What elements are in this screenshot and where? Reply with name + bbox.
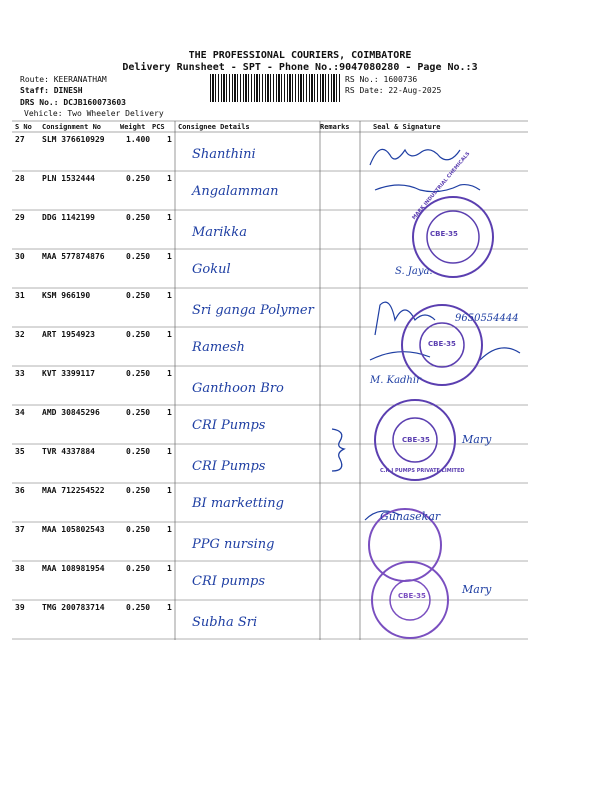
row-sno: 35 [15, 447, 25, 456]
row-weight: 0.250 [126, 603, 151, 612]
row-consignee: PPG nursing [192, 537, 275, 552]
col-pcs: PCS [152, 123, 165, 131]
route: Route: KEERANATHAM [20, 75, 107, 84]
row-weight: 0.250 [126, 525, 151, 534]
row-weight: 1.400 [126, 135, 151, 144]
row-weight: 0.250 [126, 252, 151, 261]
row-consignee: CRI pumps [192, 574, 266, 589]
row-consignee: BI marketting [192, 496, 284, 511]
signature-text-row35: Mary [462, 433, 492, 446]
row-consignment: AMD 30845296 [42, 408, 100, 417]
row-sno: 28 [15, 174, 25, 183]
row-pcs: 1 [167, 174, 172, 183]
row-weight: 0.250 [126, 330, 151, 339]
signature-row28 [375, 185, 480, 192]
row-consignment: KVT 3399117 [42, 369, 95, 378]
rs-date: RS Date: 22-Aug-2025 [345, 86, 442, 95]
row-weight: 0.250 [126, 486, 151, 495]
drs-number: DRS No.: DCJB160073603 [20, 98, 126, 107]
row-consignment: MAA 577874876 [42, 252, 105, 261]
stamp-cri-3 [355, 505, 465, 645]
row-sno: 38 [15, 564, 25, 573]
row-weight: 0.250 [126, 447, 151, 456]
col-sno: S No [15, 123, 32, 131]
row-consignment: SLM 376610929 [42, 135, 105, 144]
row-consignment: MAA 108981954 [42, 564, 105, 573]
signature-text-row36: Gunasekar [380, 510, 441, 523]
row-sno: 37 [15, 525, 25, 534]
row-pcs: 1 [167, 369, 172, 378]
row-consignee: Shanthini [192, 147, 256, 162]
col-seal-signature: Seal & Signature [373, 123, 441, 131]
row-consignment: MAA 712254522 [42, 486, 105, 495]
row-consignee: CRI Pumps [192, 418, 266, 433]
row-pcs: 1 [167, 330, 172, 339]
row-consignment: KSM 966190 [42, 291, 91, 300]
stamp-chemicals-code: CBE-35 [430, 230, 458, 238]
vehicle: Vehicle: Two Wheeler Delivery [24, 109, 164, 118]
row-consignee: Subha Sri [192, 615, 258, 630]
staff: Staff: DINESH [20, 86, 83, 95]
row-pcs: 1 [167, 291, 172, 300]
stamp-cri-2-ring-text: C.R.I PUMPS PRIVATE LIMITED [380, 468, 465, 474]
row-weight: 0.250 [126, 174, 151, 183]
row-sno: 27 [15, 135, 25, 144]
rs-number: RS No.: 1600736 [345, 75, 418, 84]
row-sno: 30 [15, 252, 25, 261]
row-pcs: 1 [167, 525, 172, 534]
row-pcs: 1 [167, 447, 172, 456]
signature-text-row31: 9650554444 [455, 313, 519, 324]
stamp-cri-3-code: CBE-35 [398, 592, 426, 600]
row-pcs: 1 [167, 564, 172, 573]
row-sno: 29 [15, 213, 25, 222]
row-consignee: Ramesh [192, 340, 245, 355]
row-weight: 0.250 [126, 213, 151, 222]
row-pcs: 1 [167, 135, 172, 144]
row-pcs: 1 [167, 408, 172, 417]
row-pcs: 1 [167, 213, 172, 222]
row-consignment: PLN 1532444 [42, 174, 95, 183]
row-weight: 0.250 [126, 369, 151, 378]
col-consignee: Consignee Details [178, 123, 250, 131]
document-subtitle: Delivery Runsheet - SPT - Phone No.:9047080280 - Page No.:3 [122, 62, 478, 73]
row-sno: 33 [15, 369, 25, 378]
row-sno: 32 [15, 330, 25, 339]
signature-row27 [370, 149, 460, 165]
signature-text-row38: Mary [462, 583, 492, 596]
col-consignment: Consignment No [42, 123, 102, 131]
row-weight: 0.250 [126, 291, 151, 300]
stamp-cri-1-code: CBE-35 [428, 340, 456, 348]
row-sno: 34 [15, 408, 25, 417]
row-consignment: TVR 4337884 [42, 447, 95, 456]
row-weight: 0.250 [126, 564, 151, 573]
row-consignment: TMG 200783714 [42, 603, 105, 612]
row-consignment: DDG 1142199 [42, 213, 95, 222]
row-sno: 39 [15, 603, 25, 612]
signature-text-row33: M. Kadhir [370, 375, 421, 386]
signature-text-row30: S. Jaya. [395, 266, 433, 277]
row-consignment: ART 1954923 [42, 330, 95, 339]
stamp-cri-2-code: CBE-35 [402, 436, 430, 444]
col-weight: Weight [120, 123, 146, 131]
row-consignee: Gokul [192, 262, 231, 277]
row-consignment: MAA 105802543 [42, 525, 105, 534]
row-consignee: Angalamman [192, 184, 279, 199]
row-sno: 31 [15, 291, 25, 300]
row-weight: 0.250 [126, 408, 151, 417]
row-consignee: Marikka [192, 225, 247, 240]
row-sno: 36 [15, 486, 25, 495]
row-pcs: 1 [167, 486, 172, 495]
row-pcs: 1 [167, 603, 172, 612]
row-consignee: Ganthoon Bro [192, 381, 284, 396]
remarks-brace [328, 425, 352, 475]
row-consignee: Sri ganga Polymer [192, 303, 314, 318]
row-consignee: CRI Pumps [192, 459, 266, 474]
row-pcs: 1 [167, 252, 172, 261]
document-title: THE PROFESSIONAL COURIERS, COIMBATORE [188, 50, 412, 61]
col-remarks: Remarks [320, 123, 350, 131]
stamp-chemicals-ring-text: MARK INDUSTRIAL CHEMICALS [411, 150, 472, 222]
